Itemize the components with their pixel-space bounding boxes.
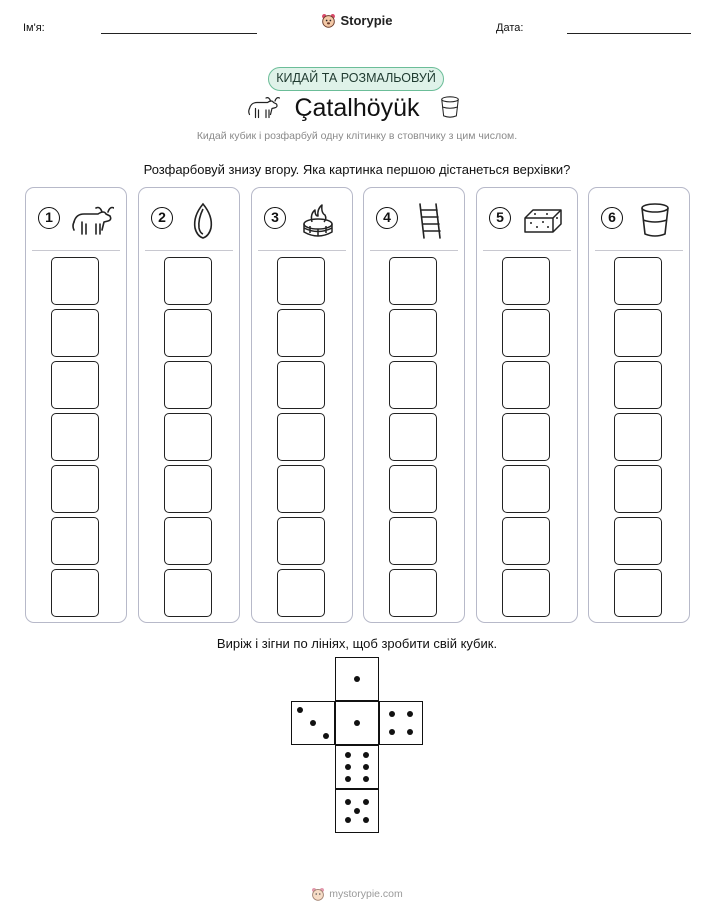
dice-face-left: [291, 701, 335, 745]
column-3: [251, 187, 353, 623]
dice-pip: [363, 764, 369, 770]
dice-pip: [389, 729, 395, 735]
color-cell[interactable]: [502, 517, 550, 565]
color-cell[interactable]: [389, 309, 437, 357]
color-cell[interactable]: [164, 569, 212, 617]
color-cell[interactable]: [389, 569, 437, 617]
seed-icon: [183, 200, 227, 240]
ladder-icon: [408, 200, 452, 240]
dice-pip: [363, 799, 369, 805]
column-4: [363, 187, 465, 623]
color-cell[interactable]: [277, 517, 325, 565]
color-cell[interactable]: [277, 413, 325, 461]
color-cell[interactable]: [614, 517, 662, 565]
dice-face-top: [335, 657, 379, 701]
dice-face-lower: [335, 745, 379, 789]
color-cell[interactable]: [164, 309, 212, 357]
color-cell[interactable]: [164, 361, 212, 409]
dice-pip: [354, 676, 360, 682]
dice-face-right: [379, 701, 423, 745]
footer-url[interactable]: mystorypie.com: [329, 888, 403, 900]
color-cell[interactable]: [614, 361, 662, 409]
color-cell[interactable]: [277, 309, 325, 357]
dice-face-bottom: [335, 789, 379, 833]
color-cell[interactable]: [389, 361, 437, 409]
date-line[interactable]: [567, 33, 691, 34]
color-cell[interactable]: [51, 309, 99, 357]
column-header: [364, 188, 464, 250]
date-label: Дата:: [496, 22, 524, 34]
column-header: [26, 188, 126, 250]
column-number: 1: [38, 207, 60, 229]
color-cell[interactable]: [51, 361, 99, 409]
color-cell[interactable]: [502, 309, 550, 357]
bucket-icon: [633, 200, 677, 240]
color-cell[interactable]: [389, 465, 437, 513]
color-cell[interactable]: [502, 257, 550, 305]
color-cell[interactable]: [277, 465, 325, 513]
cut-instruction: Виріж і зігни по лініях, щоб зробити свій кубик.: [216, 636, 498, 651]
dice-pip: [297, 707, 303, 713]
bear-logo-icon: [311, 887, 325, 901]
column-divider: [258, 250, 346, 251]
color-cell[interactable]: [502, 569, 550, 617]
brand-logo: [0, 13, 714, 33]
bear-logo-icon: [321, 13, 336, 28]
column-number: 6: [601, 207, 623, 229]
dice-pip: [345, 799, 351, 805]
color-cell[interactable]: [164, 413, 212, 461]
instruction: Розфарбовуй знизу вгору. Яка картинка першою дістанеться верхівки?: [143, 162, 571, 177]
color-cell[interactable]: [614, 309, 662, 357]
color-cell[interactable]: [277, 361, 325, 409]
color-cell[interactable]: [502, 465, 550, 513]
column-header: [589, 188, 689, 250]
column-number: 4: [376, 207, 398, 229]
color-cell[interactable]: [51, 569, 99, 617]
dice-pip: [310, 720, 316, 726]
dice-pip: [345, 752, 351, 758]
column-5: [476, 187, 578, 623]
color-cell[interactable]: [164, 465, 212, 513]
column-header: [139, 188, 239, 250]
brand-name: Storypie: [340, 13, 393, 28]
name-line[interactable]: [101, 33, 257, 34]
color-cell[interactable]: [51, 413, 99, 461]
color-cell[interactable]: [277, 569, 325, 617]
dice-pip: [363, 752, 369, 758]
color-cell[interactable]: [389, 517, 437, 565]
dice-pip: [407, 729, 413, 735]
dice-pip: [407, 711, 413, 717]
dice-pip: [354, 720, 360, 726]
dice-pip: [345, 817, 351, 823]
bull-icon: [70, 200, 114, 240]
column-1: [25, 187, 127, 623]
bucket-icon: [436, 92, 464, 122]
dice-pip: [323, 733, 329, 739]
color-cell[interactable]: [51, 465, 99, 513]
color-cell[interactable]: [502, 413, 550, 461]
dice-pip: [354, 808, 360, 814]
color-cell[interactable]: [389, 413, 437, 461]
column-divider: [370, 250, 458, 251]
footer: [0, 887, 714, 906]
color-cell[interactable]: [614, 257, 662, 305]
fire-pit-icon: [296, 200, 340, 240]
color-cell[interactable]: [164, 257, 212, 305]
dice-pip: [363, 817, 369, 823]
column-divider: [145, 250, 233, 251]
color-cell[interactable]: [614, 569, 662, 617]
column-number: 3: [264, 207, 286, 229]
color-cell[interactable]: [51, 517, 99, 565]
column-2: [138, 187, 240, 623]
dice-pip: [345, 776, 351, 782]
activity-badge: КИДАЙ ТА РОЗМАЛЬОВУЙ: [268, 67, 444, 91]
subtitle: Кидай кубик і розфарбуй одну клітинку в стовпчику з цим числом.: [196, 130, 518, 142]
dice-pip: [345, 764, 351, 770]
name-label: Ім'я:: [23, 22, 45, 34]
column-6: [588, 187, 690, 623]
color-cell[interactable]: [277, 257, 325, 305]
color-cell[interactable]: [51, 257, 99, 305]
color-cell[interactable]: [614, 465, 662, 513]
column-divider: [595, 250, 683, 251]
dice-pip: [363, 776, 369, 782]
column-header: [477, 188, 577, 250]
color-cell[interactable]: [502, 361, 550, 409]
sponge-icon: [521, 200, 565, 240]
dice-pip: [389, 711, 395, 717]
column-divider: [483, 250, 571, 251]
color-cell[interactable]: [614, 413, 662, 461]
column-divider: [32, 250, 120, 251]
column-header: [252, 188, 352, 250]
color-cell[interactable]: [389, 257, 437, 305]
column-number: 2: [151, 207, 173, 229]
color-cell[interactable]: [164, 517, 212, 565]
page-title: Çatalhöyük: [294, 94, 420, 122]
column-number: 5: [489, 207, 511, 229]
dice-face-center: [335, 701, 379, 745]
